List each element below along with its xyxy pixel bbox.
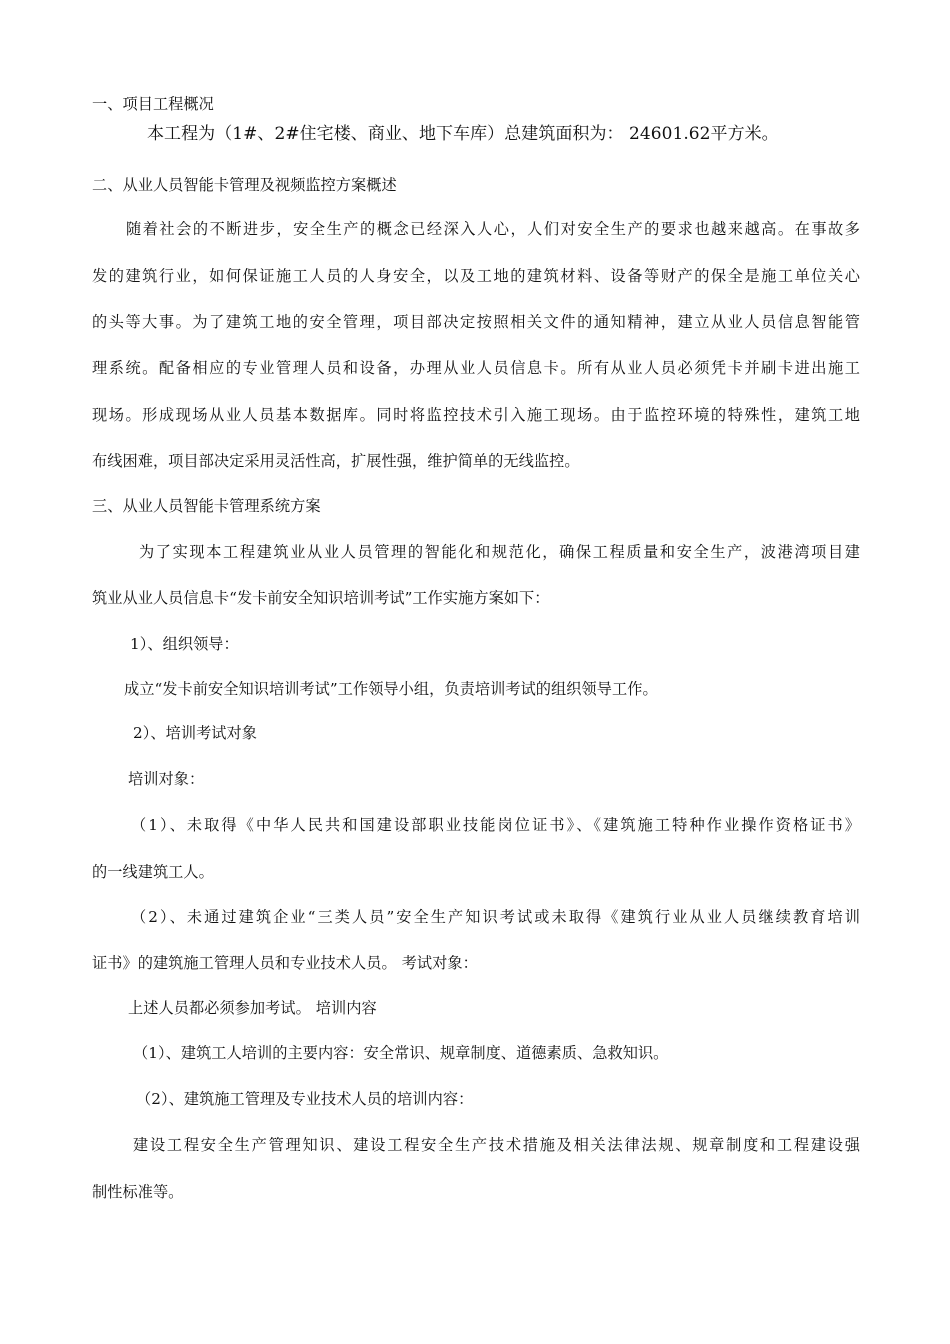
content-item-3-line: 制性标准等。 (92, 1183, 184, 1201)
target-2-line: 证书》的建筑施工管理人员和专业技术人员。 考试对象： (92, 954, 478, 972)
item-2-title: 2）、培训考试对象 (133, 724, 258, 742)
section-2-line: 现场。形成现场从业人员基本数据库。同时将监控技术引入施工现场。由于监控环境的特殊性，建筑工地 (92, 406, 860, 424)
target-1-line: （1）、未取得《中华人民共和国建设部职业技能岗位证书》、《建筑施工特种作业操作资格证书》 (131, 816, 860, 834)
target-2-line: （2）、未通过建筑企业“三类人员”安全生产知识考试或未取得《建筑行业从业人员继续教育培训 (131, 908, 860, 926)
item-1-title: 1）、组织领导： (130, 635, 239, 653)
section-1-paragraph: 本工程为（1#、2#住宅楼、商业、地下车库）总建筑面积为： 24601.62平方米。 (147, 124, 779, 144)
target-1-line: 的一线建筑工人。 (92, 863, 214, 881)
section-2-line: 随着社会的不断进步，安全生产的概念已经深入人心，人们对安全生产的要求也越来越高。在事故多 (126, 220, 860, 238)
section-2-line: 布线困难，项目部决定采用灵活性高，扩展性强，维护简单的无线监控。 (92, 452, 580, 470)
item-1-body: 成立“发卡前安全知识培训考试”工作领导小组，负责培训考试的组织领导工作。 (124, 680, 658, 698)
section-2-line: 发的建筑行业，如何保证施工人员的人身安全，以及工地的建筑材料、设备等财产的保全是施工单位关心 (92, 267, 860, 285)
content-item-2: （2）、建筑施工管理及专业技术人员的培训内容： (136, 1090, 474, 1108)
section-2-title: 二、从业人员智能卡管理及视频监控方案概述 (92, 176, 397, 194)
content-item-1: （1）、建筑工人培训的主要内容：安全常识、规章制度、道德素质、急救知识。 (133, 1044, 669, 1062)
section-2-line: 的头等大事。为了建筑工地的安全管理，项目部决定按照相关文件的通知精神，建立从业人员信息智能管 (92, 313, 860, 331)
section-3-paragraph-line: 为了实现本工程建筑业从业人员管理的智能化和规范化，确保工程质量和安全生产，波港湾项目建 (139, 543, 860, 561)
section-2-line: 理系统。配备相应的专业管理人员和设备，办理从业人员信息卡。所有从业人员必须凭卡并刷卡进出施工 (92, 359, 860, 377)
section-3-title: 三、从业人员智能卡管理系统方案 (92, 497, 321, 515)
content-item-3-line: 建设工程安全生产管理知识、建设工程安全生产技术措施及相关法律法规、规章制度和工程建设强 (133, 1136, 860, 1154)
section-3-paragraph-line: 筑业从业人员信息卡“发卡前安全知识培训考试”工作实施方案如下： (92, 589, 550, 607)
training-target-label: 培训对象： (128, 770, 205, 788)
exam-line: 上述人员都必须参加考试。 培训内容 (128, 999, 377, 1017)
section-1-title: 一、项目工程概况 (92, 95, 214, 113)
